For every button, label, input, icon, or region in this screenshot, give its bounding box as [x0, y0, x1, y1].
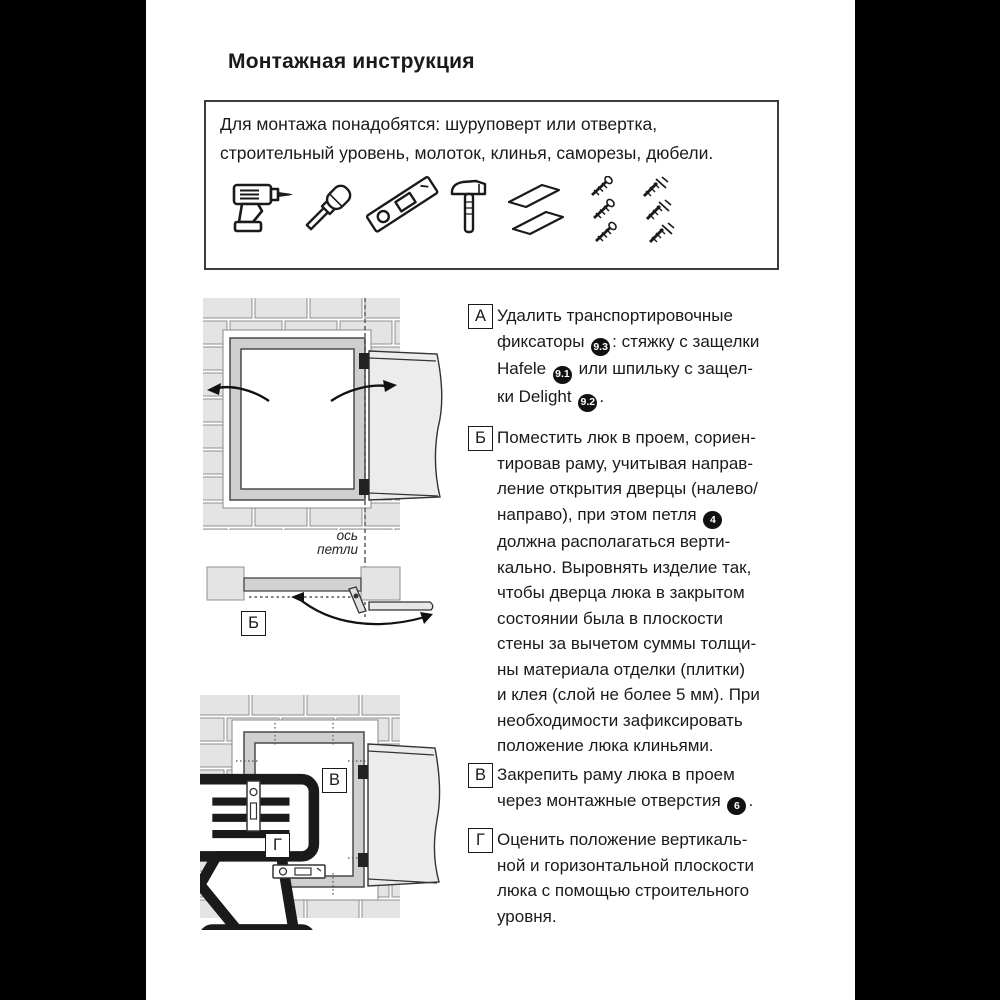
horizontal-level-icon [273, 865, 325, 878]
wedges-icon [506, 182, 566, 236]
hinge-bottom [359, 479, 369, 495]
tools-text-line2: строительный уровень, молоток, клинья, саморезы, дюбели. [220, 142, 714, 163]
instruction-line: через монтажные отверстия 6 . [497, 788, 823, 816]
instruction-line: и клея (слой не более 5 мм). При [497, 685, 760, 705]
document-page [146, 0, 855, 1000]
instruction-line: необходимости зафиксировать [497, 710, 743, 730]
instruction-line: Закрепить раму люка в проем [497, 765, 735, 784]
instruction-line: уровня. [497, 906, 557, 926]
drill-icon [232, 178, 296, 234]
instruction-step-3 [468, 762, 823, 815]
instruction-line: фиксаторы 9.3 : стяжку с защелки [497, 329, 823, 357]
instruction-line: люка с помощью строительного [497, 881, 750, 900]
screws-icon [588, 176, 618, 248]
part-ref-badge: 6 [727, 797, 746, 815]
instruction-line: Оценить положение вертикаль- [497, 830, 748, 849]
wall-section-left [207, 567, 244, 600]
instruction-line: положение люка клиньями. [497, 736, 714, 756]
diagram-plan-view [203, 560, 453, 660]
instruction-line: стены за вычетом суммы толщи- [497, 634, 757, 654]
diagram-marker-b: Б [241, 611, 266, 636]
left-black-bar [0, 0, 146, 1000]
open-door-panel [368, 744, 440, 886]
open-door-panel [369, 351, 442, 500]
diagram-fixing-view [200, 695, 460, 930]
wall-section-right [361, 567, 400, 600]
instruction-line: направо), при этом петля 4 [497, 502, 823, 530]
part-ref-badge: 9.2 [578, 394, 597, 412]
hinge-top [358, 765, 368, 779]
part-ref-badge: 9.1 [553, 366, 572, 384]
step-letter-marker: В [468, 763, 493, 788]
instruction-step-4 [468, 827, 823, 929]
instruction-line: состоянии была в плоскости [497, 608, 723, 628]
instruction-line: кально. Выровнять изделие так, [497, 557, 752, 577]
instruction-step-2 [468, 425, 823, 759]
screwdriver-icon [298, 178, 358, 238]
vertical-level-icon [247, 781, 260, 831]
hinge-top [359, 353, 369, 369]
level-icon [362, 174, 442, 238]
frame-section [244, 578, 361, 591]
instruction-line: Hafele 9.1 или шпильку с защел- [497, 356, 823, 384]
tools-required-box [204, 100, 779, 270]
instruction-line: должна располагаться верти- [497, 532, 731, 552]
hinge-pivot [354, 594, 359, 599]
instruction-line: ны материала отделки (плитки) [497, 659, 746, 679]
instruction-line: ной и горизонтальной плоскости [497, 855, 754, 875]
diagram-front-view [203, 298, 453, 560]
hinge-bottom [358, 853, 368, 867]
step-letter-marker: Б [468, 426, 493, 451]
part-ref-badge: 9.3 [591, 338, 610, 356]
instruction-line: чтобы дверца люка в закрытом [497, 583, 745, 603]
diagram-marker-v: В [322, 768, 347, 793]
hammer-icon [446, 176, 492, 238]
step-letter-marker: А [468, 304, 493, 329]
instruction-line: тировав раму, учитывая направ- [497, 453, 754, 473]
instruction-step-1 [468, 303, 823, 412]
tools-text-line1: Для монтажа понадобятся: шуруповерт или отвертка, [220, 114, 658, 134]
instruction-line: Удалить транспортировочные [497, 306, 733, 325]
door-section-open [369, 602, 433, 610]
page-title: Монтажная инструкция [228, 50, 475, 73]
step-letter-marker: Г [468, 828, 493, 853]
hinge-axis-label: ось петли [317, 528, 358, 557]
right-black-bar [855, 0, 1000, 1000]
tools-required-text [220, 110, 713, 167]
diagram-marker-g: Г [265, 833, 290, 858]
instruction-line: ки Delight 9.2 . [497, 384, 823, 412]
dowels-icon [640, 176, 676, 248]
part-ref-badge: 4 [703, 511, 722, 529]
instruction-line: Поместить люк в проем, сориен- [497, 428, 756, 447]
instruction-line: ление открытия дверцы (налево/ [497, 479, 758, 498]
